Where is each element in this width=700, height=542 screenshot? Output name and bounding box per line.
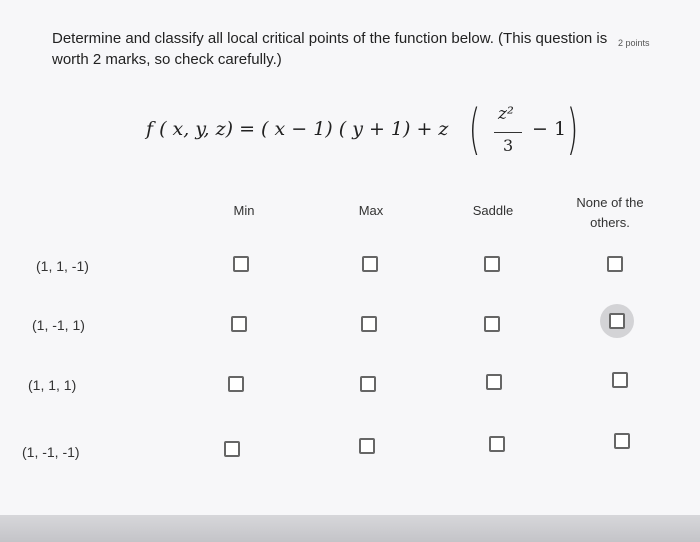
checkbox-r1-min[interactable]: [233, 256, 249, 272]
bottom-background-strip: [0, 515, 700, 542]
formula-close-paren: ): [566, 98, 579, 161]
formula-fraction-bar: [494, 132, 522, 133]
checkbox-r2-saddle[interactable]: [484, 316, 500, 332]
row-label-3: (1, 1, 1): [28, 377, 77, 393]
checkbox-r3-min[interactable]: [228, 376, 244, 392]
column-header-min: Min: [233, 203, 255, 218]
checkbox-r4-saddle[interactable]: [489, 436, 505, 452]
checkbox-r4-none[interactable]: [614, 433, 630, 449]
checkbox-r3-max[interactable]: [360, 376, 376, 392]
checkbox-r2-none[interactable]: [609, 313, 625, 329]
column-header-saddle: Saddle: [472, 203, 514, 218]
row-label-2: (1, -1, 1): [32, 317, 85, 333]
question-text: Determine and classify all local critical points of the function below. (This question is worth 2 marks, so check carefully.): [52, 30, 608, 68]
checkbox-r4-min[interactable]: [224, 441, 240, 457]
formula-open-paren: (: [468, 98, 481, 161]
formula-lhs: f ( x, y, z) = ( x − 1) ( y + 1) + z: [146, 118, 449, 140]
points-label: 2 points: [618, 38, 650, 48]
checkbox-r4-max[interactable]: [359, 438, 375, 454]
checkbox-r3-none[interactable]: [612, 372, 628, 388]
function-formula: [146, 96, 606, 176]
column-header-none: None of the others.: [576, 195, 644, 230]
row-label-1: (1, 1, -1): [36, 258, 89, 274]
formula-fraction-numerator: z²: [498, 104, 514, 124]
checkbox-r2-min[interactable]: [231, 316, 247, 332]
checkbox-r3-saddle[interactable]: [486, 374, 502, 390]
formula-minus-one: − 1: [532, 118, 567, 140]
formula-fraction-denominator: 3: [503, 136, 514, 155]
checkbox-r1-saddle[interactable]: [484, 256, 500, 272]
checkbox-r1-max[interactable]: [362, 256, 378, 272]
checkbox-r2-max[interactable]: [361, 316, 377, 332]
checkbox-r1-none[interactable]: [607, 256, 623, 272]
row-label-4: (1, -1, -1): [22, 444, 80, 460]
column-header-max: Max: [358, 203, 384, 218]
